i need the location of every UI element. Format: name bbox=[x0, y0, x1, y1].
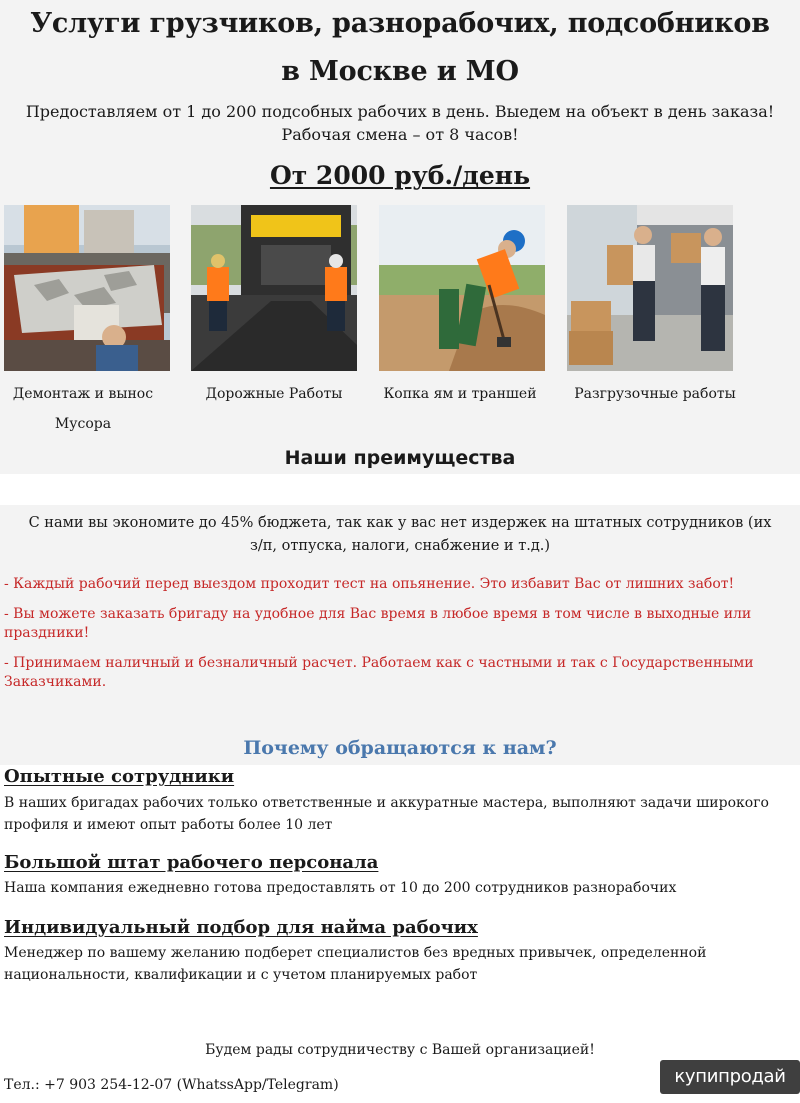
debris-removal-photo bbox=[4, 205, 170, 371]
page-title: Услуги грузчиков, разнорабочих, подсобников в Москве и МО bbox=[30, 8, 770, 87]
feature-heading: Индивидуальный подбор для найма рабочих bbox=[4, 917, 478, 938]
feature-heading: Большой штат рабочего персонала bbox=[4, 852, 379, 873]
service-label-demolition: Демонтаж и вынос Мусора bbox=[12, 386, 154, 432]
closing-text: Будем рады сотрудничеству с Вашей организацией! bbox=[205, 1042, 595, 1058]
feature-heading: Опытные сотрудники bbox=[4, 766, 235, 787]
feature-text: Наша компания ежедневно готова предоставлять от 10 до 200 сотрудников разнорабочих bbox=[4, 880, 677, 896]
unloading-photo bbox=[567, 205, 733, 371]
digging-photo bbox=[379, 205, 545, 371]
advantage-item: - Каждый рабочий перед выездом проходит тест на опьянение. Это избавит Вас от лишних забот! bbox=[4, 576, 735, 592]
price-banner: От 2000 руб./день bbox=[269, 161, 531, 190]
service-label-digging: Копка ям и траншей bbox=[383, 386, 537, 402]
feature-text: В наших бригадах рабочих только ответственные и аккуратные мастера, выполняют задачи широкого профиля и имеют опыт работы более 10 лет bbox=[4, 795, 769, 833]
why-us-title: Почему обращаются к нам? bbox=[243, 737, 557, 759]
advantage-item: - Вы можете заказать бригаду на удобное для Вас время в любое время в том числе в выходные или праздники! bbox=[4, 606, 752, 641]
kupiprodai-watermark: купипродай bbox=[660, 1060, 800, 1094]
feature-text: Менеджер по вашему желанию подберет специалистов без вредных привычек, определенной национальности, квалификации и с учетом планируемых работ bbox=[4, 945, 707, 983]
advantage-item: - Принимаем наличный и безналичный расчет. Работаем как с частными и так с Государственными Заказчиками. bbox=[4, 655, 754, 690]
road-works-photo bbox=[191, 205, 357, 371]
savings-text: С нами вы экономите до 45% бюджета, так как у вас нет издержек на штатных сотрудников (их з/п, отпуска, налоги, снабжение и т.д.) bbox=[28, 515, 772, 554]
advantages-title: Наши преимущества bbox=[284, 447, 516, 469]
phone-contact: Тел.: +7 903 254-12-07 (WhatssApp/Telegram) bbox=[4, 1077, 339, 1093]
page-subtitle: Предоставляем от 1 до 200 подсобных рабочих в день. Выедем на объект в день заказа! Рабочая смена – от 8 часов! bbox=[25, 102, 775, 144]
service-label-unloading: Разгрузочные работы bbox=[574, 386, 736, 402]
service-label-road-works: Дорожные Работы bbox=[205, 386, 343, 402]
